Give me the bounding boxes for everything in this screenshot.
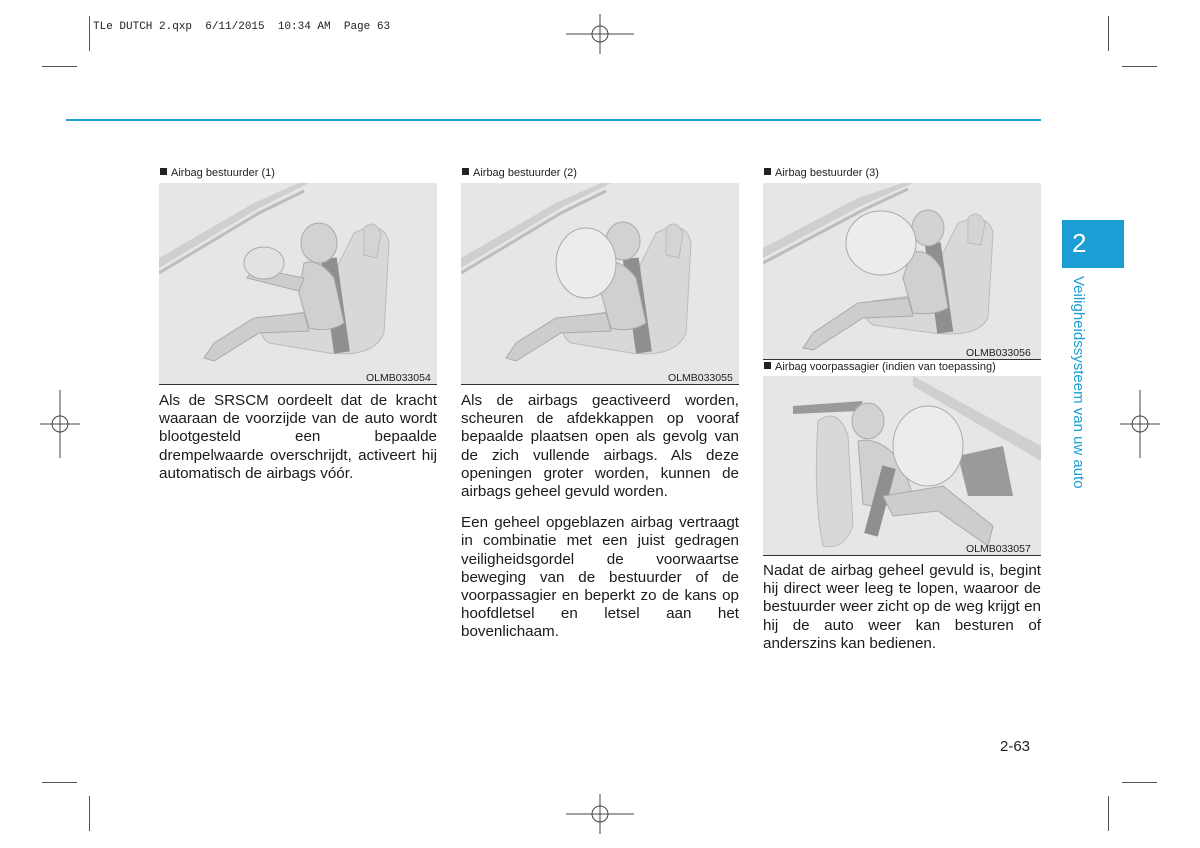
column-1-paragraph: Als de SRSCM oordeelt dat de kracht waaraan de voorzijde van de auto wordt blootgesteld een bepaalde drempelwaarde overschrijdt, activeert hij automatisch de airbags vóór. — [159, 392, 437, 482]
chapter-number: 2 — [1072, 228, 1087, 258]
bullet-square-icon — [764, 362, 771, 369]
figure-3-code: OLMB033056 — [966, 347, 1031, 359]
figure-3-illustration — [763, 183, 1041, 359]
column-3-text — [763, 562, 1041, 661]
figure-2-code: OLMB033055 — [668, 372, 733, 384]
bullet-square-icon — [160, 168, 167, 175]
figure-3-rule — [763, 359, 1041, 360]
figure-1-rule — [159, 384, 437, 385]
figure-4-illustration — [763, 376, 1041, 556]
figure-2-illustration — [461, 183, 739, 384]
column-2-paragraph-1: Als de airbags geactiveerd worden, scheuren de afdekkappen op vooraf bepaalde plaatsen open als gevolg van de zich vullende airbags. Als deze openingen groter worden, kunnen de airbags geheel gevuld worden. — [461, 392, 739, 501]
figure-2-rule — [461, 384, 739, 385]
print-slug: TLe DUTCH 2.qxp 6/11/2015 10:34 AM Page 63 — [93, 21, 391, 33]
registration-mark-bottom-icon — [566, 794, 634, 834]
chapter-title: Veiligheidssysteem van uw auto — [1070, 276, 1087, 489]
header-rule — [66, 119, 1041, 121]
figure-3-caption: Airbag bestuurder (3) — [764, 167, 879, 179]
figure-1-caption: Airbag bestuurder (1) — [160, 167, 275, 179]
figure-1-code: OLMB033054 — [366, 372, 431, 384]
page-number: 2-63 — [1000, 738, 1031, 755]
figure-4-code: OLMB033057 — [966, 543, 1031, 555]
column-3-paragraph: Nadat de airbag geheel gevuld is, begint hij direct weer leeg te lopen, waaroor de bestuurder weer zicht op de weg krijgt en hij de auto weer kan besturen of anderszins kan bedienen. — [763, 562, 1041, 652]
column-1-text — [159, 392, 437, 491]
registration-mark-left-icon — [40, 390, 80, 458]
bullet-square-icon — [462, 168, 469, 175]
column-2-text — [461, 392, 739, 650]
registration-mark-top-icon — [566, 14, 634, 54]
chapter-tab — [1062, 220, 1124, 268]
figure-4-caption: Airbag voorpassagier (indien van toepassing) — [764, 361, 996, 373]
bullet-square-icon — [764, 168, 771, 175]
figure-4-rule — [763, 555, 1041, 556]
figure-1-illustration — [159, 183, 437, 384]
figure-2-caption: Airbag bestuurder (2) — [462, 167, 577, 179]
registration-mark-right-icon — [1120, 390, 1160, 458]
column-2-paragraph-2: Een geheel opgeblazen airbag vertraagt in combinatie met een juist gedragen veiligheidsgordel de voorwaartse beweging van de bestuurder of de voorpassagier en beperkt zo de kans op hoofdletsel en letsel aan het bovenlichaam. — [461, 514, 739, 641]
